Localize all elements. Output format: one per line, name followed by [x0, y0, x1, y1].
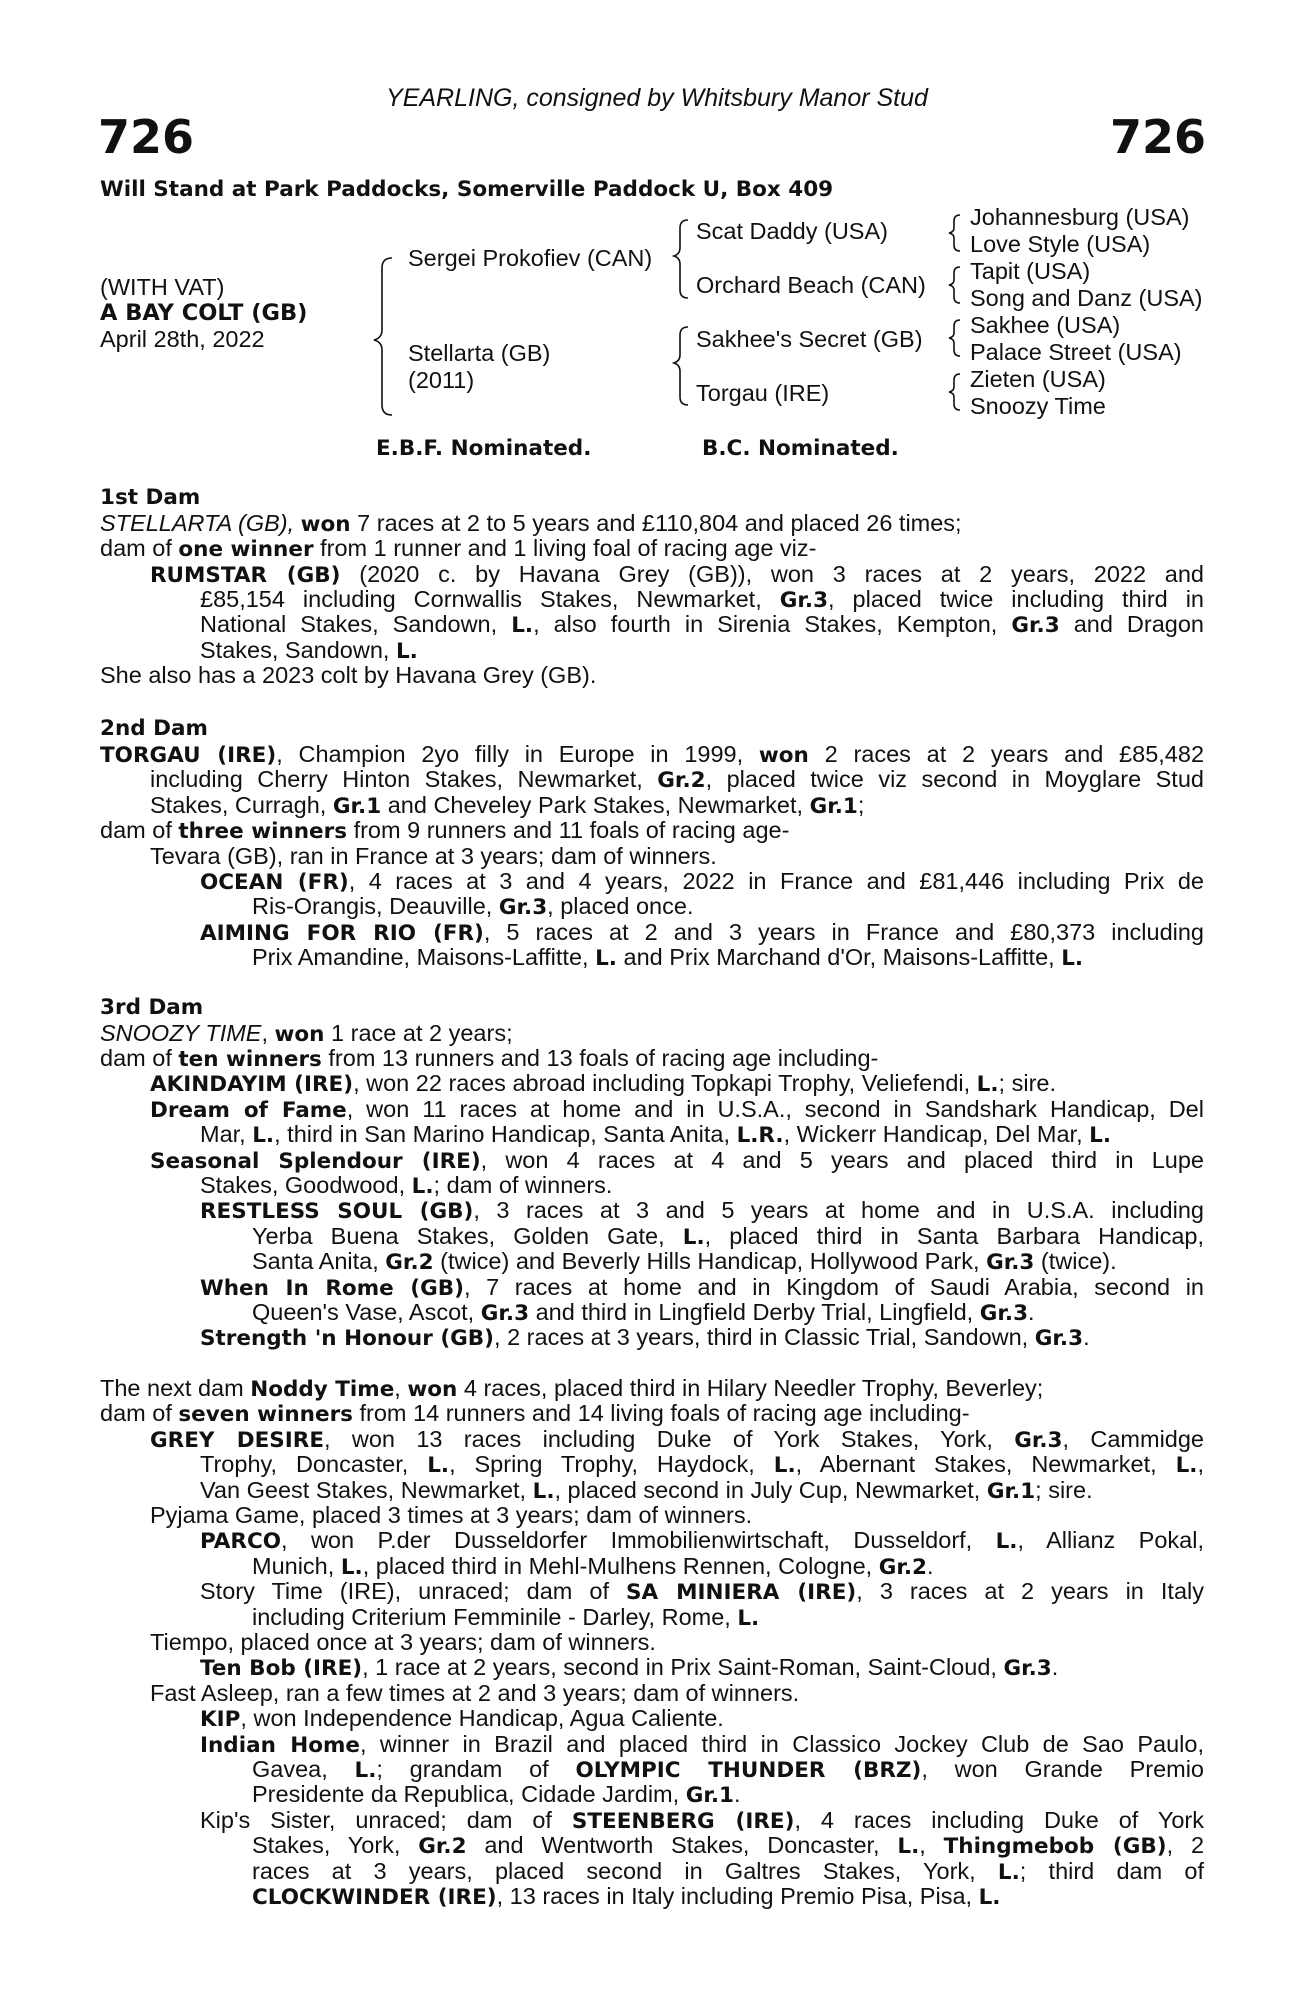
text-line: Seasonal Splendour (IRE), won 4 races at 4 and 5 years and placed third in Lupe — [150, 1147, 1204, 1174]
text-line: dam of three winners from 9 runners and 11 foals of racing age- — [100, 817, 790, 844]
lot-number-left: 726 — [98, 110, 195, 164]
pedigree-sdd: Song and Danz (USA) — [970, 285, 1203, 311]
horse-name: A BAY COLT (GB) — [100, 300, 308, 326]
pedigree-sire-dam: Orchard Beach (CAN) — [696, 272, 926, 298]
text-line: STELLARTA (GB), won 7 races at 2 to 5 years and £110,804 and placed 26 times; — [100, 510, 962, 537]
stand-location: Will Stand at Park Paddocks, Somerville Paddock U, Box 409 — [100, 177, 834, 202]
text-line: Pyjama Game, placed 3 times at 3 years; dam of winners. — [150, 1502, 753, 1528]
pedigree-sss: Johannesburg (USA) — [970, 204, 1190, 230]
pedigree-dss: Sakhee (USA) — [970, 312, 1121, 338]
text-line: including Cherry Hinton Stakes, Newmarket, Gr.2, placed twice viz second in Moyglare Stud — [150, 766, 1204, 793]
pedigree-sire-sire: Scat Daddy (USA) — [696, 218, 888, 244]
text-line: RUMSTAR (GB) (2020 c. by Havana Grey (GB)), won 3 races at 2 years, 2022 and — [150, 561, 1204, 588]
text-line: Story Time (IRE), unraced; dam of SA MINIERA (IRE), 3 races at 2 years in Italy — [200, 1578, 1204, 1605]
text-line: Fast Asleep, ran a few times at 2 and 3 years; dam of winners. — [150, 1680, 800, 1706]
pedigree-dds: Zieten (USA) — [970, 366, 1106, 392]
section-1st-dam: 1st Dam — [100, 485, 201, 510]
text-line: dam of one winner from 1 runner and 1 living foal of racing age viz- — [100, 535, 817, 562]
ebf-nomination: E.B.F. Nominated. — [376, 436, 592, 461]
text-line: She also has a 2023 colt by Havana Grey (GB). — [100, 662, 597, 688]
text-line: dam of seven winners from 14 runners and 14 living foals of racing age including- — [100, 1400, 970, 1427]
pedigree-dam: Stellarta (GB) — [408, 340, 551, 366]
text-line: Van Geest Stakes, Newmarket, L., placed second in July Cup, Newmarket, Gr.1; sire. — [200, 1477, 1093, 1504]
pedigree-dam-year: (2011) — [408, 367, 475, 393]
pedigree-sire: Sergei Prokofiev (CAN) — [408, 245, 653, 271]
text-line: National Stakes, Sandown, L., also fourth in Sirenia Stakes, Kempton, Gr.3 and Dragon — [200, 611, 1205, 638]
text-line: Kip's Sister, unraced; dam of STEENBERG (IRE), 4 races including Duke of York — [200, 1807, 1204, 1834]
text-line: CLOCKWINDER (IRE), 13 races in Italy including Premio Pisa, Pisa, L. — [252, 1883, 1001, 1910]
text-line: TORGAU (IRE), Champion 2yo filly in Europe in 1999, won 2 races at 2 years and £85,482 — [100, 741, 1205, 768]
text-line: including Criterium Femminile - Darley, Rome, L. — [252, 1604, 760, 1631]
text-line: Tiempo, placed once at 3 years; dam of winners. — [150, 1629, 656, 1655]
text-line: Stakes, Sandown, L. — [200, 637, 418, 664]
pedigree-ddd: Snoozy Time — [970, 393, 1106, 419]
text-line: Munich, L., placed third in Mehl-Mulhens Rennen, Cologne, Gr.2. — [252, 1553, 934, 1580]
text-line: The next dam Noddy Time, won 4 races, placed third in Hilary Needler Trophy, Beverley; — [100, 1375, 1044, 1402]
text-line: AIMING FOR RIO (FR), 5 races at 2 and 3 years in France and £80,373 including — [200, 919, 1204, 946]
horse-dob: April 28th, 2022 — [100, 326, 265, 352]
text-line: Stakes, York, Gr.2 and Wentworth Stakes, Doncaster, L., Thingmebob (GB), 2 — [252, 1832, 1205, 1859]
text-line: Strength 'n Honour (GB), 2 races at 3 years, third in Classic Trial, Sandown, Gr.3. — [200, 1324, 1090, 1351]
text-line: Queen's Vase, Ascot, Gr.3 and third in Lingfield Derby Trial, Lingfield, Gr.3. — [252, 1299, 1035, 1326]
text-line: When In Rome (GB), 7 races at home and in Kingdom of Saudi Arabia, second in — [200, 1274, 1204, 1301]
text-line: Tevara (GB), ran in France at 3 years; dam of winners. — [150, 843, 717, 869]
text-line: Yerba Buena Stakes, Golden Gate, L., placed third in Santa Barbara Handicap, — [252, 1223, 1205, 1250]
text-line: Ten Bob (IRE), 1 race at 2 years, second in Prix Saint-Roman, Saint-Cloud, Gr.3. — [200, 1654, 1059, 1681]
text-line: PARCO, won P.der Dusseldorfer Immobilienwirtschaft, Dusseldorf, L., Allianz Pokal, — [200, 1527, 1204, 1554]
text-line: Stakes, Goodwood, L.; dam of winners. — [200, 1172, 613, 1199]
text-line: Indian Home, winner in Brazil and placed third in Classico Jockey Club de Sao Paulo, — [200, 1731, 1204, 1758]
text-line: Trophy, Doncaster, L., Spring Trophy, Haydock, L., Abernant Stakes, Newmarket, L., — [200, 1451, 1204, 1478]
pedigree-dam-sire: Sakhee's Secret (GB) — [696, 326, 923, 352]
text-line: KIP, won Independence Handicap, Agua Caliente. — [200, 1705, 724, 1732]
text-line: dam of ten winners from 13 runners and 13 foals of racing age including- — [100, 1045, 879, 1072]
section-3rd-dam: 3rd Dam — [100, 995, 204, 1020]
text-line: Stakes, Curragh, Gr.1 and Cheveley Park Stakes, Newmarket, Gr.1; — [150, 792, 865, 819]
pedigree-dsd: Palace Street (USA) — [970, 339, 1182, 365]
text-line: Prix Amandine, Maisons-Laffitte, L. and Prix Marchand d'Or, Maisons-Laffitte, L. — [252, 944, 1084, 971]
text-line: Presidente da Republica, Cidade Jardim, Gr.1. — [252, 1781, 741, 1808]
text-line: races at 3 years, placed second in Galtres Stakes, York, L.; third dam of — [252, 1858, 1204, 1885]
text-line: OCEAN (FR), 4 races at 3 and 4 years, 2022 in France and £81,446 including Prix de — [200, 868, 1204, 895]
text-line: Mar, L., third in San Marino Handicap, Santa Anita, L.R., Wickerr Handicap, Del Mar, L. — [200, 1121, 1112, 1148]
text-line: Gavea, L.; grandam of OLYMPIC THUNDER (BRZ), won Grande Premio — [252, 1756, 1204, 1783]
pedigree-sds: Tapit (USA) — [970, 258, 1091, 284]
bc-nomination: B.C. Nominated. — [702, 436, 899, 461]
consignment-line: YEARLING, consigned by Whitsbury Manor Stud — [386, 84, 928, 112]
section-2nd-dam: 2nd Dam — [100, 716, 208, 741]
lot-number-right: 726 — [1109, 110, 1206, 164]
text-line: RESTLESS SOUL (GB), 3 races at 3 and 5 years at home and in U.S.A. including — [200, 1197, 1204, 1224]
text-line: Santa Anita, Gr.2 (twice) and Beverly Hills Handicap, Hollywood Park, Gr.3 (twice). — [252, 1248, 1117, 1275]
text-line: AKINDAYIM (IRE), won 22 races abroad including Topkapi Trophy, Veliefendi, L.; sire. — [150, 1070, 1057, 1097]
text-line: SNOOZY TIME, won 1 race at 2 years; — [100, 1020, 513, 1047]
text-line: GREY DESIRE, won 13 races including Duke of York Stakes, York, Gr.3, Cammidge — [150, 1426, 1204, 1453]
pedigree-ssd: Love Style (USA) — [970, 231, 1151, 257]
vat-note: (WITH VAT) — [100, 274, 225, 300]
text-line: Dream of Fame, won 11 races at home and in U.S.A., second in Sandshark Handicap, Del — [150, 1096, 1204, 1123]
text-line: £85,154 including Cornwallis Stakes, Newmarket, Gr.3, placed twice including third in — [200, 586, 1204, 613]
pedigree-dam-dam: Torgau (IRE) — [696, 380, 830, 406]
text-line: Ris-Orangis, Deauville, Gr.3, placed once. — [252, 893, 694, 920]
